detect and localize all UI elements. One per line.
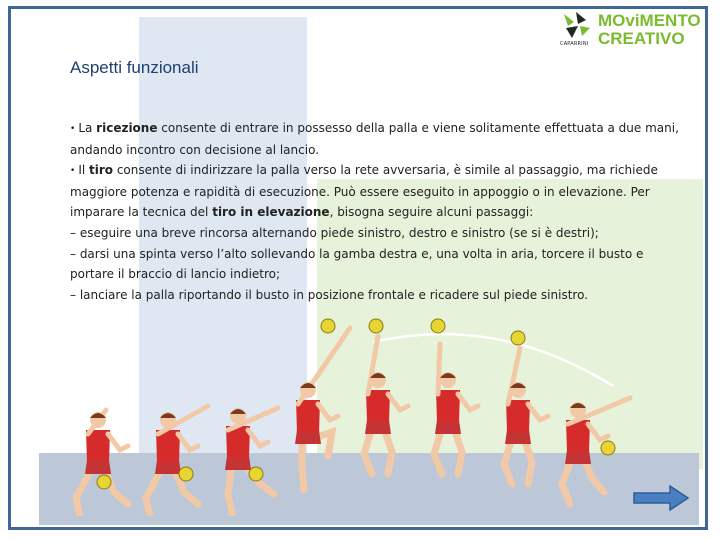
text-span: consente di indirizzare la palla verso la rete avversaria, è simile al passaggio, ma richiede maggiore potenza e rapidità di esecuzione. Può essere eseguito in appoggio o in elevazione. Per imparare la tecnica del <box>70 163 658 220</box>
arm <box>458 394 478 410</box>
arm <box>108 434 128 450</box>
player-figure <box>434 344 478 474</box>
player-figure <box>146 406 208 516</box>
logo-movimento-creativo <box>560 8 701 52</box>
shorts <box>435 420 461 434</box>
shorts <box>85 460 111 474</box>
arm <box>248 430 268 446</box>
leg <box>454 428 462 474</box>
slide-title: Aspetti funzionali <box>70 58 199 77</box>
text-span: , bisogna seguire alcuni passaggi: <box>329 205 534 220</box>
logo-line-1: MOviMENTO <box>598 11 701 30</box>
leg <box>434 428 442 474</box>
paragraph-ricezione <box>70 118 682 160</box>
right-arrow-icon <box>634 486 688 510</box>
shorts <box>505 430 531 444</box>
ball <box>431 319 445 333</box>
ball <box>97 475 111 489</box>
shorts <box>565 450 591 464</box>
ball-trajectory <box>373 334 613 386</box>
bold-term: ricezione <box>96 121 158 135</box>
text-span: consente di entrare in possesso della palla e viene solitamente effettuata a due mani, andando incontro con decisione al lancio. <box>70 121 679 157</box>
logo-small-text: CAPARRINI <box>560 41 589 47</box>
text-span: La <box>78 121 97 135</box>
arm <box>178 434 198 450</box>
ball <box>601 441 615 455</box>
jump-shot-sequence-illustration <box>28 318 688 516</box>
shorts <box>295 430 321 444</box>
arm <box>388 394 408 410</box>
player-figure <box>504 348 548 484</box>
leg <box>562 458 572 504</box>
ball <box>249 467 263 481</box>
player-figure <box>295 328 350 490</box>
hair <box>440 373 456 378</box>
slide-body <box>70 118 682 305</box>
shorts <box>365 420 391 434</box>
arm <box>528 404 548 420</box>
step-1: – eseguire una breve rincorsa alternando piede sinistro, destro e sinistro (se si è destri); <box>70 225 599 240</box>
arm <box>438 344 440 394</box>
player-figure <box>225 408 278 514</box>
ball <box>511 331 525 345</box>
text-span: Il <box>78 163 89 178</box>
leg <box>228 464 232 514</box>
leg <box>504 438 512 484</box>
paragraph-tiro <box>70 160 682 223</box>
bold-term: tiro <box>89 163 114 178</box>
bold-term: tiro in elevazione <box>212 205 330 220</box>
hair <box>570 403 586 408</box>
ball <box>321 319 335 333</box>
arm <box>588 424 608 440</box>
step-2: – darsi una spinta verso l’alto sollevando la gamba destra e, una volta in aria, torcere il busto e portare il braccio di lancio indietro; <box>70 246 644 282</box>
leg <box>364 428 372 474</box>
leg <box>146 468 162 516</box>
ball <box>179 467 193 481</box>
hair <box>160 413 176 418</box>
arm <box>318 404 338 420</box>
player-figure <box>562 398 630 504</box>
leg <box>384 428 392 474</box>
leg <box>524 438 532 484</box>
player-figure <box>364 336 408 474</box>
hair <box>230 409 246 414</box>
leg <box>302 438 304 490</box>
bullet-icon: • <box>70 124 76 134</box>
shorts <box>155 460 181 474</box>
next-slide-button[interactable] <box>632 484 690 512</box>
ball <box>369 319 383 333</box>
step-3: – lanciare la palla riportando il busto in posizione frontale e ricadere sul piede sinistro. <box>70 287 589 302</box>
shorts <box>225 456 251 470</box>
logo-line-2: CREATIVO <box>598 29 685 48</box>
bullet-icon: • <box>70 166 76 177</box>
leg <box>76 468 92 516</box>
player-figure <box>76 410 128 516</box>
